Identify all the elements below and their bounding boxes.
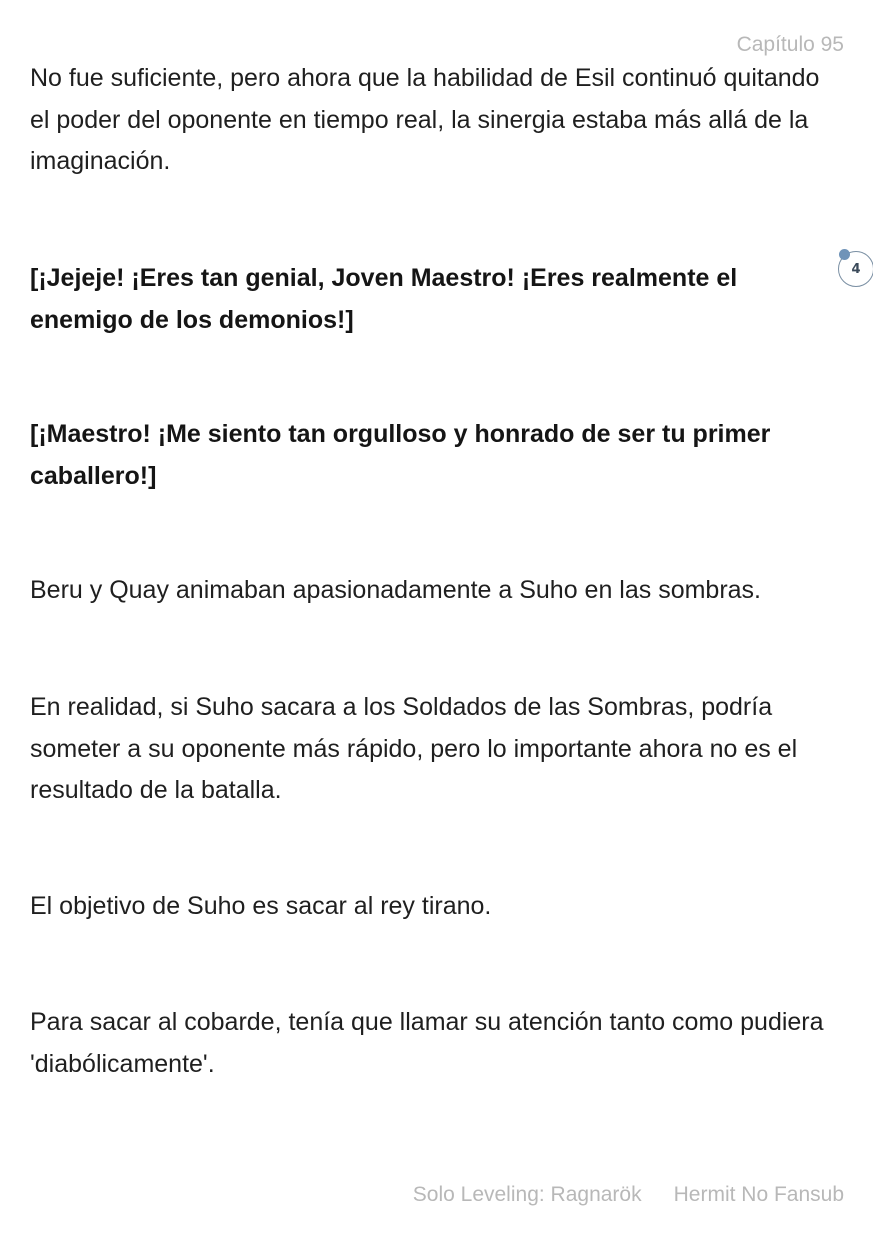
page-footer: [413, 1183, 844, 1207]
comment-indicator-dot: [839, 249, 850, 260]
chapter-header: Capítulo 95: [736, 33, 844, 56]
paragraph-dialogue-1: [¡Jejeje! ¡Eres tan genial, Joven Maestro! ¡Eres realmente el enemigo de los demonios!]: [30, 264, 738, 334]
paragraph-narration-5: Para sacar al cobarde, tenía que llamar su atención tanto como pudiera 'diabólicamente'.: [30, 1008, 824, 1078]
paragraph-narration-2: Beru y Quay animaban apasionadamente a Suho en las sombras.: [30, 576, 762, 604]
comment-count: 4: [851, 261, 861, 277]
paragraph-narration-4: El objetivo de Suho es sacar al rey tirano.: [30, 892, 492, 920]
footer-translator: Hermit No Fansub: [673, 1183, 844, 1206]
paragraph-dialogue-2: [¡Maestro! ¡Me siento tan orgulloso y honrado de ser tu primer caballero!]: [30, 420, 771, 490]
paragraph-narration-1: No fue suficiente, pero ahora que la habilidad de Esil continuó quitando el poder del oponente en tiempo real, la sinergia estaba más allá de la imaginación.: [30, 64, 820, 175]
footer-book-title: Solo Leveling: Ragnarök: [412, 1183, 642, 1206]
paragraph-narration-3: En realidad, si Suho sacara a los Soldados de las Sombras, podría someter a su oponente más rápido, pero lo importante ahora no es el resultado de la batalla.: [30, 693, 798, 804]
